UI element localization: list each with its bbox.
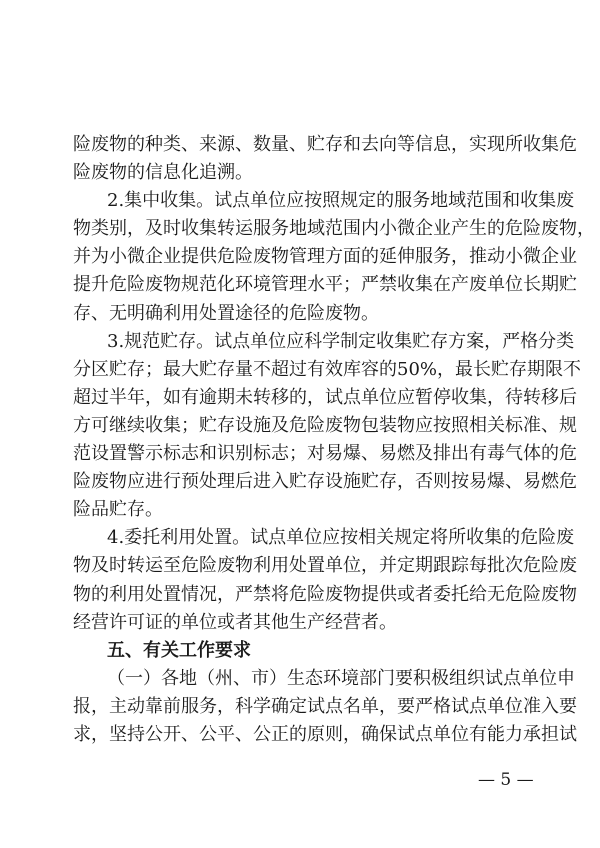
text-line: 经营许可证的单位或者其他生产经营者。	[73, 611, 397, 633]
text-line: 五、有关工作要求	[107, 639, 251, 661]
text-line: 险废物的信息化追溯。	[73, 162, 253, 184]
text-line: 超过半年，如有逾期未转移的，试点单位应暂停收集，待转移后	[73, 386, 577, 408]
text-line: 存、无明确利用处置途径的危险废物。	[73, 302, 379, 324]
text-line: 物及时转运至危险废物利用处置单位，并定期跟踪每批次危险废	[73, 555, 577, 577]
text-line: 2.集中收集。试点单位应按照规定的服务地域范围和收集废	[107, 190, 575, 212]
text-line: 并为小微企业提供危险废物管理方面的延伸服务，推动小微企业	[73, 246, 577, 268]
text-line: 报，主动靠前服务，科学确定试点名单，要严格试点单位准入要	[73, 695, 577, 717]
text-line: （一）各地（州、市）生态环境部门要积极组织试点单位申	[107, 667, 575, 689]
text-line: 分区贮存；最大贮存量不超过有效库容的50%，最长贮存期限不	[73, 358, 582, 380]
text-line: 险品贮存。	[73, 499, 163, 521]
paragraph	[73, 187, 595, 327]
text-line: 物的利用处置情况，严禁将危险废物提供或者委托给无危险废物	[73, 583, 577, 605]
text-line: 险废物的种类、来源、数量、贮存和去向等信息，实现所收集危	[73, 134, 577, 155]
text-line: 方可继续收集；贮存设施及危险废物包装物应按照相关标准、规	[73, 414, 577, 436]
text-line: 物类别，及时收集转运服务地域范围内小微企业产生的危险废物，	[73, 218, 595, 240]
paragraph	[73, 131, 577, 187]
text-line: 提升危险废物规范化环境管理水平；严禁收集在产废单位长期贮	[73, 274, 577, 296]
text-line: 3.规范贮存。试点单位应科学制定收集贮存方案，严格分类	[107, 330, 575, 352]
paragraph	[73, 328, 582, 525]
text-line: 范设置警示标志和识别标志；对易爆、易燃及排出有毒气体的危	[73, 443, 577, 465]
text-line: 险废物应进行预处理后进入贮存设施贮存，否则按易爆、易燃危	[73, 471, 577, 493]
page-number: — 5 —	[478, 770, 534, 790]
paragraph	[73, 665, 577, 749]
paragraph	[73, 524, 577, 636]
text-line: 4.委托利用处置。试点单位应按相关规定将所收集的危险废	[107, 527, 575, 549]
document-body	[73, 131, 595, 749]
section-heading	[73, 637, 528, 665]
text-line: 求，坚持公开、公平、公正的原则，确保试点单位有能力承担试	[73, 723, 577, 745]
